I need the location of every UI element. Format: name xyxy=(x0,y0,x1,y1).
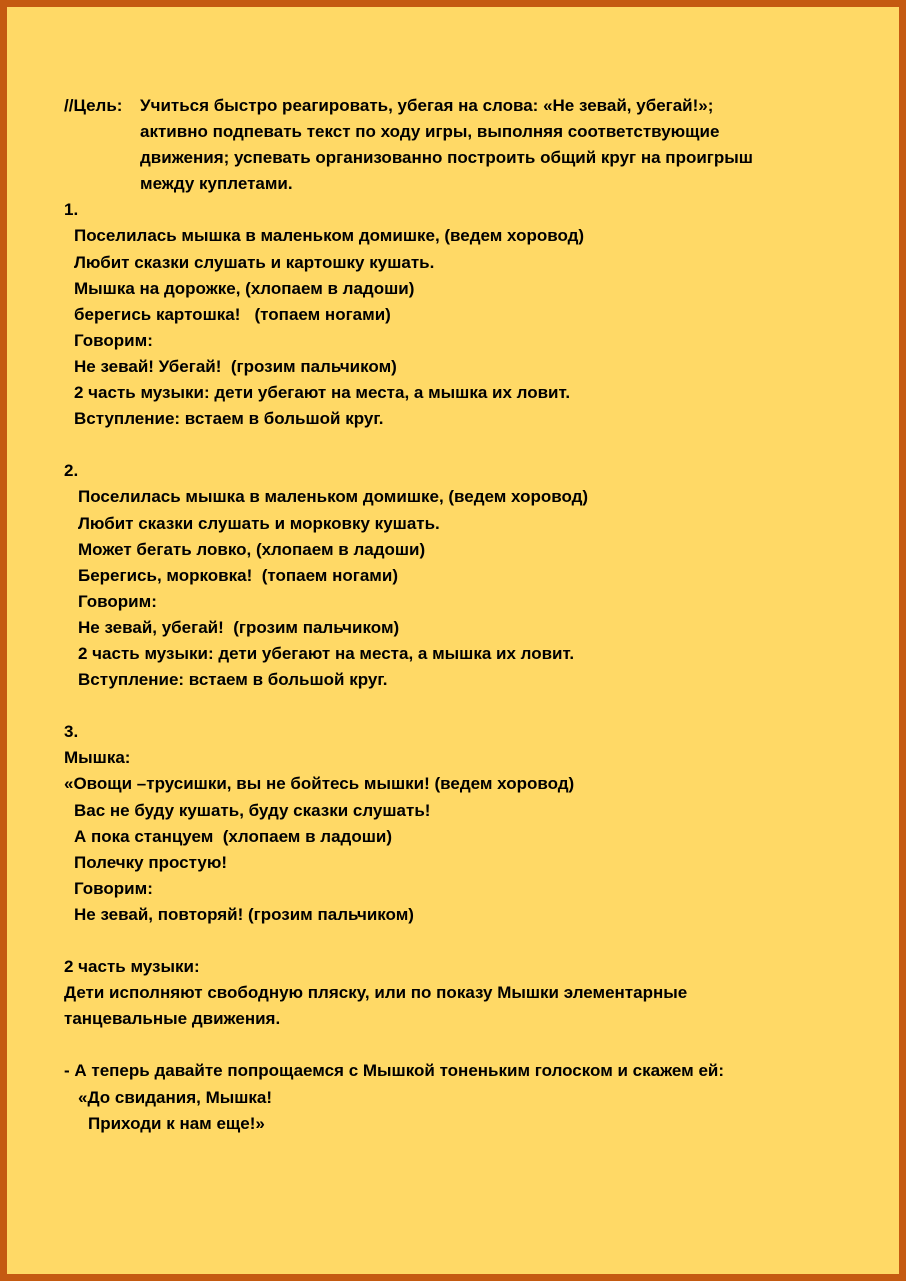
verse-line: Берегись, морковка! (топаем ногами) xyxy=(78,565,398,585)
verse-number: 3. xyxy=(64,722,79,742)
goal-line: между куплетами. xyxy=(140,174,293,194)
verse-line: берегись картошка! (топаем ногами) xyxy=(74,304,391,324)
verse-line: Вас не буду кушать, буду сказки слушать! xyxy=(74,800,431,820)
verse-line: Не зевай! Убегай! (грозим пальчиком) xyxy=(74,356,397,376)
verse-line: Не зевай, повторяй! (грозим пальчиком) xyxy=(74,904,414,924)
farewell-line: Приходи к нам еще!» xyxy=(88,1113,265,1133)
verse-line: Говорим: xyxy=(74,878,153,898)
part2-line: Дети исполняют свободную пляску, или по показу Мышки элементарные xyxy=(64,983,688,1003)
goal-line: Учиться быстро реагировать, убегая на слова: «Не зевай, убегай!»; xyxy=(140,96,714,115)
verse-2 xyxy=(64,458,864,693)
spacer xyxy=(64,928,864,954)
spacer xyxy=(64,432,864,458)
part2-section xyxy=(64,954,864,1032)
verse-number: 1. xyxy=(64,200,79,220)
verse-speaker: Мышка: xyxy=(64,748,131,768)
verse-line: Вступление: встаем в большой круг. xyxy=(78,670,388,690)
verse-1 xyxy=(64,197,864,432)
verse-line: Поселилась мышка в маленьком домишке, (ведем хоровод) xyxy=(74,226,585,246)
goal-line: движения; успевать организованно построить общий круг на проигрыш xyxy=(140,148,753,168)
spacer xyxy=(64,693,864,719)
verse-line: Поселилась мышка в маленьком домишке, (ведем хоровод) xyxy=(78,487,589,507)
verse-line: Любит сказки слушать и картошку кушать. xyxy=(74,252,435,272)
verse-line: «Овощи –трусишки, вы не бойтесь мышки! (ведем хоровод) xyxy=(64,774,575,794)
goal-line: активно подпевать текст по ходу игры, выполняя соответствующие xyxy=(140,122,720,142)
verse-line: Полечку простую! xyxy=(74,852,227,872)
goal-label: //Цель: xyxy=(64,96,123,115)
spacer xyxy=(64,1032,864,1058)
farewell-line: «До свидания, Мышка! xyxy=(78,1087,273,1107)
verse-line: Говорим: xyxy=(74,330,153,350)
verse-line: Мышка на дорожке, (хлопаем в ладоши) xyxy=(74,278,415,298)
part2-heading: 2 часть музыки: xyxy=(64,957,200,977)
goal-text xyxy=(140,93,864,197)
farewell-intro: - А теперь давайте попрощаемся с Мышкой тоненьким голоском и скажем ей: xyxy=(64,1061,725,1081)
verse-line: Вступление: встаем в большой круг. xyxy=(74,409,384,429)
verse-line: 2 часть музыки: дети убегают на места, а мышка их ловит. xyxy=(78,643,575,663)
verse-line: Не зевай, убегай! (грозим пальчиком) xyxy=(78,617,400,637)
verse-line: Любит сказки слушать и морковку кушать. xyxy=(78,513,440,533)
verse-3 xyxy=(64,719,864,928)
document-content xyxy=(64,93,864,1137)
verse-line: Говорим: xyxy=(78,591,157,611)
goal-section xyxy=(64,93,864,197)
part2-line: танцевальные движения. xyxy=(64,1009,281,1029)
verse-line: А пока станцуем (хлопаем в ладоши) xyxy=(74,826,392,846)
verse-line: Может бегать ловко, (хлопаем в ладоши) xyxy=(78,539,426,559)
verse-number: 2. xyxy=(64,461,79,481)
verse-line: 2 часть музыки: дети убегают на места, а мышка их ловит. xyxy=(74,383,571,403)
farewell-section xyxy=(64,1058,864,1136)
